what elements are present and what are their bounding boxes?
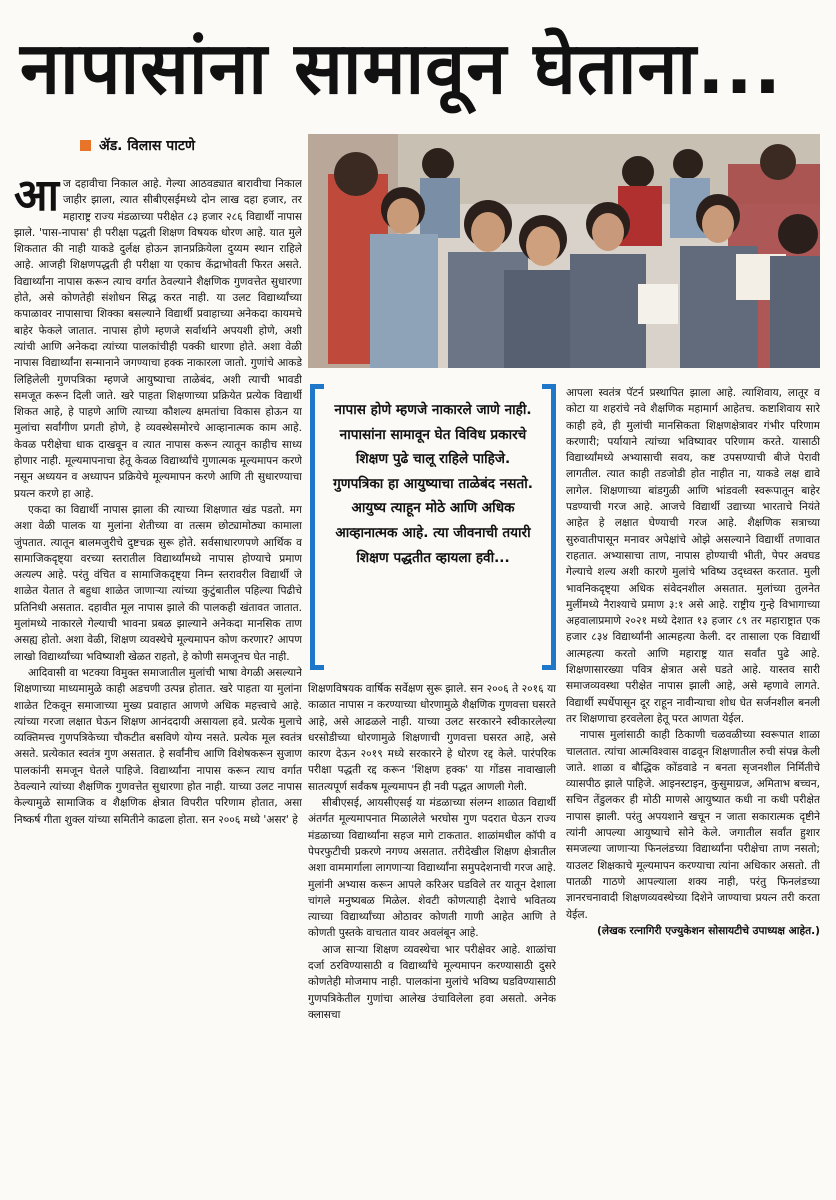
byline: [80, 136, 195, 156]
paragraph: एकदा का विद्यार्थी नापास झाला की त्याच्या शिक्षणात खंड पडतो. मग अशा वेळी पालक या मुलांना शेतीच्या वा तत्सम छोट्यामोठ्या कामाला जुंपतात. त्यातून बालमजुरीचे दुष्टचक्र सुरू होते. सर्वसाधारणपणे आर्थिक व सामाजिकदृष्ट्या वरच्या स्तरातील विद्यार्थ्यांमध्ये नापास होण्याचे प्रमाण अत्यल्प आहे. परंतु वंचित व सामाजिकदृष्ट्या निम्न स्तरावरील विद्यार्थी जे शाळेत येतात ते बहुधा शाळेत जाणाऱ्या त्यांच्या कुटुंबातील पहिल्या पिढीचे प्रतिनिधी असतात. दहावीत मूल नापास झाले की पालकही खंतावत जातात. मुलांमध्ये नाकारले गेल्याची भावना प्रबळ झाल्याने अनेकदा मानसिक ताण असह्य होतो. अशा वेळी, शिक्षण व्यवस्थेचे मूल्यमापन कोण करणार? आपण लाखो विद्यार्थ्यांच्या भविष्याशी खेळत राहतो, हे कोणी समजूनच घेत नाही.: [14, 503, 302, 663]
students-photo: [308, 134, 820, 368]
quote-bracket-right: [542, 384, 556, 670]
paragraph: आदिवासी वा भटक्या विमुक्त समाजातील मुलांची भाषा वेगळी असल्याने शिक्षणाच्या माध्यमामुळे काही अडचणी उत्पन्न होतात. खरे पाहता या मुलांना शाळेत टिकवून समाजाच्या मुख्य प्रवाहात आणणे अधिक महत्त्वाचे आहे. त्यांच्या गरजा लक्षात घेऊन शिक्षण आनंददायी असायला हवे. प्रत्येक मुलाचे व्यक्तिमत्त्व गुणपत्रिकेच्या चौकटीत बसविणे योग्य नसते. प्रत्येक मूल स्वतंत्र असते. प्रत्येकात स्वतंत्र गुण असतात. हे सर्वांनीच आणि विशेषकरून सुजाण पालकांनी समजून घेतले पाहिजे. विद्यार्थ्यांना नापास करून त्याच वर्गात ठेवल्याने त्यांच्या शैक्षणिक गुणवत्तेत सुधारणा होत नाही. याच्या उलट नापास केल्यामुळे सामाजिक व शैक्षणिक क्षेत्रात विपरीत परिणाम होतात, असा निष्कर्ष गीता शुक्ल यांच्या समितीने काढला होता. सन २००६ मध्ये 'असर' हे: [14, 666, 302, 826]
byline-marker: [80, 140, 91, 151]
paragraph: आपला स्वतंत्र पॅटर्न प्रस्थापित झाला आहे. त्याशिवाय, लातूर व कोटा या शहरांचे नवे शैक्षणिक महामार्ग आहेतच. कष्टाशिवाय सारे काही हवे, ही मुलांची मानसिकता शिक्षणक्षेत्रावर गंभीर परिणाम करणारी; पर्यायाने त्यांच्या भविष्यावर परिणाम करते. यासाठी विद्यार्थ्यांमध्ये अभ्यासाची सवय, कष्ट उपसण्याची बीजे पेरावी लागतील. त्यात काही तडजोडी होत नाहीत ना, याकडे लक्ष द्यावे लागेल. शिक्षणाच्या बांडगुळी आणि भांडवली स्वरूपातून बाहेर पडण्याची गरज आहे. आजचे विद्यार्थी उद्याच्या भारताचे नियंते आहेत हे लक्षात घेण्याची गरज आहे. शैक्षणिक सत्राच्या सुरुवातीपासून मनावर अपेक्षांचे ओझे असल्याने विद्यार्थी तणावात राहतात. अभ्यासाचा ताण, नापास होण्याची भीती, पेपर अवघड गेल्याचे शल्य अशी कारणे मुलांचे भविष्य उद्ध्वस्त करतात. मुली भावनिकदृष्ट्या अधिक संवेदनशील असतात. मुलांच्या तुलनेत मुलींमध्ये नैराश्याचे प्रमाण ३:१ असे आहे. राष्ट्रीय गुन्हे विभागाच्या अहवालाप्रमाणे २०२१ मध्ये देशात १३ हजार ८९ तर महाराष्ट्रात एक हजार ८३४ विद्यार्थ्यांनी आत्महत्या केली. दर तासाला एक विद्यार्थी आत्महत्या करतो आणि महाराष्ट्र यात सर्वांत पुढे आहे. शिक्षणासारख्या पवित्र क्षेत्रात असे घडते आहे. यास्तव सारी समाजव्यवस्था परीक्षेत नापास झाली आहे, असे म्हणावे लागते. विद्यार्थी स्पर्धेपासून दूर राहून नावीन्याचा शोध घेत सर्जनशील बनली तर शिक्षणाचा हरवलेला हेतू परत आणता येईल.: [566, 387, 820, 725]
paragraph: नापास मुलांसाठी काही ठिकाणी चळवळीच्या स्वरूपात शाळा चालतात. त्यांचा आत्मविश्वास वाढवून शिक्षणातील रुची संपन्न केली जाते. शाळा व बौद्धिक कोंडवाडे न बनता सृजनशील निर्मितीचे व्यासपीठ झाले पाहिजे. आइनस्टाइन, कुसुमाग्रज, अमिताभ बच्चन, सचिन तेंडुलकर ही मोठी माणसे आयुष्यात कधी ना कधी परीक्षेत नापास झाली. परंतु अपयशाने खचून न जाता सकारात्मक दृष्टीने त्यांनी आपल्या आयुष्याचे सोने केले. जगातील सर्वांत हुशार समजल्या जाणाऱ्या फिनलंडच्या विद्यार्थ्यांना परीक्षेचा ताण नसतो; याउलट शिक्षकाचे मूल्यमापन करण्याचा त्यांना अधिकार असतो. ती पातळी गाठणे आपल्याला शक्य नाही, परंतु फिनलंडच्या ज्ञानरचनावादी शिक्षणव्यवस्थेच्या दिशेने जाण्याचा प्रयत्न तरी करता येईल.: [566, 729, 820, 921]
paragraph: आज दहावीचा निकाल आहे. गेल्या आठवड्यात बारावीचा निकाल जाहीर झाला, त्यात सीबीएसईमध्ये दोन लाख दहा हजार, तर महाराष्ट्र राज्य मंडळाच्या परीक्षेत ८३ हजार २८६ विद्यार्थी नापास झाले. 'पास-नापास' ही परीक्षा पद्धती शिक्षण विषयक धोरण आहे. यात मुले शिकतात की नाही याकडे दुर्लक्ष होऊन ज्ञानप्रक्रियेला दुय्यम स्थान राहिले आहे. आजही शिक्षणपद्धती ही परीक्षा या एकाच केंद्राभोवती फिरत असते. विद्यार्थ्यांना नापास करून त्याच वर्गात ठेवल्याने शैक्षणिक गुणवत्तेत सुधारणा होते, असे कोणतेही संशोधन सिद्ध करत नाही. या उलट विद्यार्थ्यांच्या कपाळावर नापासाचा शिक्का बसल्याने विद्यार्थी प्रवाहाच्या अनेकदा कायमचे बाहेर फेकले जातात. नापास होणे म्हणजे सर्वार्थाने अपयशी होणे, अशी त्यांची आणि अनेकदा त्यांच्या पालकांचीही पक्की धारणा होते. अशा वेळी नापास विद्यार्थ्यांना सन्मानाने जगण्याचा हक्क नाकारला जातो. गुणांचे आकडे लिहिलेली गुणपत्रिका म्हणजे आयुष्याचा ताळेबंद, अशी त्याची भावडी समजूत करून दिली जाते. खरे पाहता शिक्षणाच्या प्रक्रियेत प्रत्येक विद्यार्थी शिकत आहे, हे पाहणे आणि त्याच्या कौशल्य क्षमतांचा विकास होऊन या मुलांचा सर्वांगीण प्रगती होणे, हे व्यवस्थेसमोरचे आव्हानात्मक काम आहे. केवळ परीक्षेचा धाक दाखवून व त्यात नापास करून त्यातून काहीच साध्य होणार नाही. मूल्यमापनाचा हेतू केवळ विद्यार्थ्यांचे गुणात्मक मूल्यमापन करणे नसून अध्ययन व अध्यापन प्रक्रियेचे मूल्यमापन करणे आणि ती सुधारण्याचा प्रयत्न करणे हा आहे.: [14, 176, 302, 500]
pull-quote-text: नापास होणे म्हणजे नाकारले जाणे नाही. नापासांना सामावून घेत विविध प्रकारचे शिक्षण पुढे चालू राहिले पाहिजे. गुणपत्रिका हा आयुष्याचा ताळेबंद नसतो. आयुष्य त्याहून मोठे आणि अधिक आव्हानात्मक आहे. त्या जीवनाची तयारी शिक्षण पद्धतीत व्हायला हवी...: [333, 402, 533, 566]
drop-cap: आ: [14, 176, 59, 221]
article-column-1: [14, 176, 302, 1191]
paragraph: आज साऱ्या शिक्षण व्यवस्थेचा भार परीक्षेवर आहे. शाळांचा दर्जा ठरविण्यासाठी व विद्यार्थ्यांचे मूल्यमापन करण्यासाठी दुसरे कोणतेही मोजमाप नाही. पालकांना मुलांचे भविष्य घडविण्यासाठी गुणपत्रिकेतील गुणांचा आलेख उंचाविलेला हवा असतो. अनेक क्लासचा: [308, 943, 556, 1021]
paragraph: सीबीएसई, आयसीएसई या मंडळाच्या संलग्न शाळात विद्यार्थी अंतर्गत मूल्यमापनात मिळालेले भरघोस गुण पदरात घेऊन राज्य मंडळाच्या विद्यार्थ्यांना सहज मागे टाकतात. शाळांमधील कॉपी व पेपरफुटीची प्रकरणे नगण्य असतात. तरीदेखील शिक्षण क्षेत्रातील अशा वाममार्गाला लागणाऱ्या विद्यार्थ्यांना समुपदेशनाची गरज आहे. मुलांनी अभ्यास करून आपले करिअर घडविले तर यातून देशाला चांगले मनुष्यबळ मिळेल. शेवटी कोणत्याही देशाचे भवितव्य त्याच्या विद्यार्थ्यांच्या ओठावर कोणती गाणी आहेत आणि ते कोणती पुस्तके वाचतात यावर अवलंबून आहे.: [308, 797, 556, 940]
author-note: (लेखक रत्नागिरी एज्युकेशन सोसायटीचे उपाध्यक्ष आहेत.): [597, 924, 820, 937]
quote-bracket-left: [310, 384, 324, 670]
paragraph: शिक्षणविषयक वार्षिक सर्वेक्षण सुरू झाले. सन २००६ ते २०१६ या काळात नापास न करण्याच्या धोरणामुळे शैक्षणिक गुणवत्ता घसरते आहे, असे आढळले नाही. याच्या उलट सरकारने स्वीकारलेल्या धरसोडीच्या धोरणामुळे शिक्षणाची गुणवत्ता घसरत आहे, असे कारण देऊन २०१९ मध्ये सरकारने हे धोरण रद्द केले. पारंपरिक परीक्षा पद्धती रद्द करून 'शिक्षण हक्क' या गोंडस नावाखाली सातत्यपूर्ण सर्वंकष मूल्यमापन ही नवी पद्धत आणली गेली.: [308, 683, 556, 793]
pull-quote: [310, 384, 556, 670]
author-name: ॲड. विलास पाटणे: [99, 138, 196, 154]
article-column-2: [308, 681, 556, 1191]
headline: नापासांना सामावून घेताना...: [20, 26, 783, 110]
article-column-3: [566, 385, 820, 1191]
